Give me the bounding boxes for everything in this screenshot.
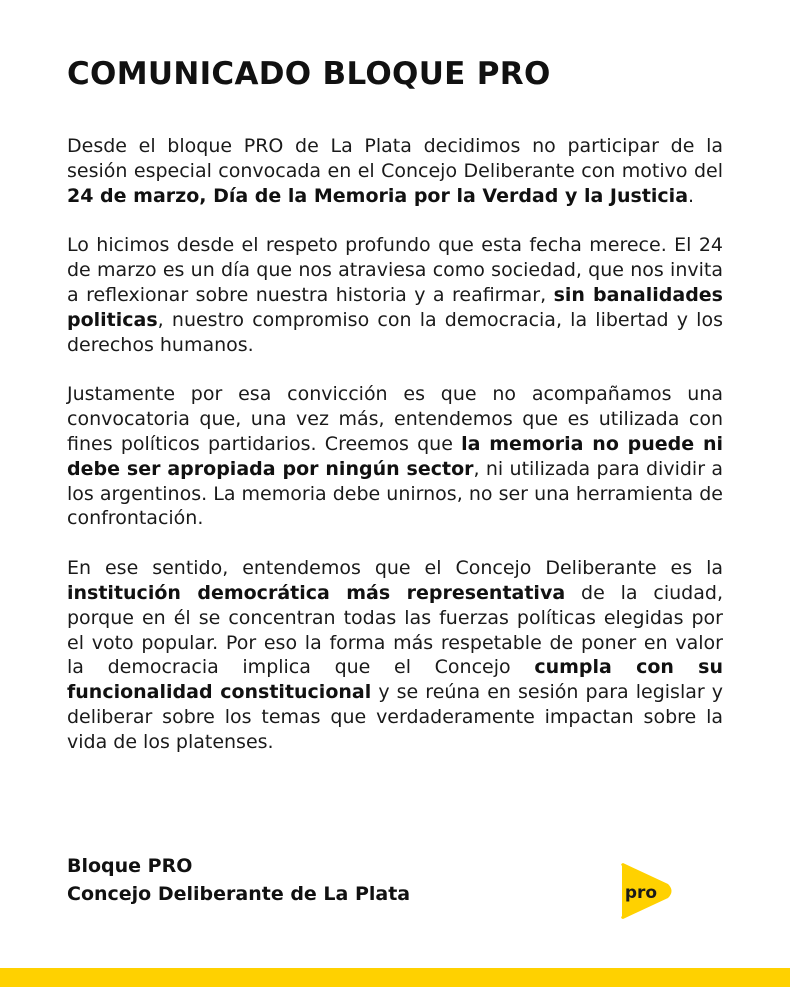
text-run: Lo hicimos desde el respeto profundo que esta fecha merece. El 24 de marzo es un día que nos atraviesa como sociedad, que nos invita a reflexionar sobre nuestra historia y a reafirmar, [67, 234, 723, 306]
bottom-accent-bar [0, 968, 790, 987]
paragraph-2 [67, 233, 723, 357]
pro-logo-text: pro [624, 883, 658, 903]
pro-logo-icon [614, 860, 676, 922]
signature-line-concejo: Concejo Deliberante de La Plata [67, 883, 411, 905]
paragraph-1 [67, 134, 723, 208]
bottom-accent-bar-fill [0, 968, 790, 987]
text-run: Desde el bloque PRO de La Plata decidimos no participar de la sesión especial convocada en el Concejo Deliberante con motivo del [67, 135, 723, 182]
text-run: Justamente por esa convicción es que no acompañamos una convocatoria que, una vez más, entendemos que es utilizada con fines políticos partidarios. Creemos que [67, 383, 723, 455]
bold-phrase: cumpla con su funcionalidad constitucional [67, 656, 723, 704]
paragraph-3 [67, 382, 723, 531]
text-run: En ese sentido, entendemos que el Concejo Deliberante es la [67, 557, 723, 580]
bold-phrase: sin banalidades politicas [67, 283, 723, 331]
signature [67, 852, 410, 908]
text-run: y se reúna en sesión para legislar y deliberar sobre los temas que verdaderamente impactan sobre la vida de los platenses. [67, 681, 724, 753]
bold-phrase: la memoria no puede ni debe ser apropiada por ningún sector [67, 432, 724, 480]
signature-line-bloque: Bloque PRO [67, 855, 193, 877]
text-run: de la ciudad, porque en él se concentran todas las fuerzas políticas elegidas por el voto popular. Por eso la forma más respetable de poner en valor la democracia implica que el Concejo [67, 581, 723, 679]
body-text [67, 134, 723, 780]
bold-phrase: 24 de marzo, Día de la Memoria por la Verdad y la Justicia [67, 184, 689, 207]
paragraph-4 [67, 556, 723, 754]
text-run: , nuestro compromiso con la democracia, la libertad y los derechos humanos. [67, 308, 723, 356]
text-run: . [688, 184, 695, 207]
bold-phrase: institución democrática más representativa [67, 581, 566, 604]
page-title: COMUNICADO BLOQUE PRO [67, 56, 551, 92]
text-run: , ni utilizada para dividir a los argentinos. La memoria debe unirnos, no ser una herramienta de confrontación. [67, 457, 723, 530]
pro-logo-svg [614, 860, 676, 922]
